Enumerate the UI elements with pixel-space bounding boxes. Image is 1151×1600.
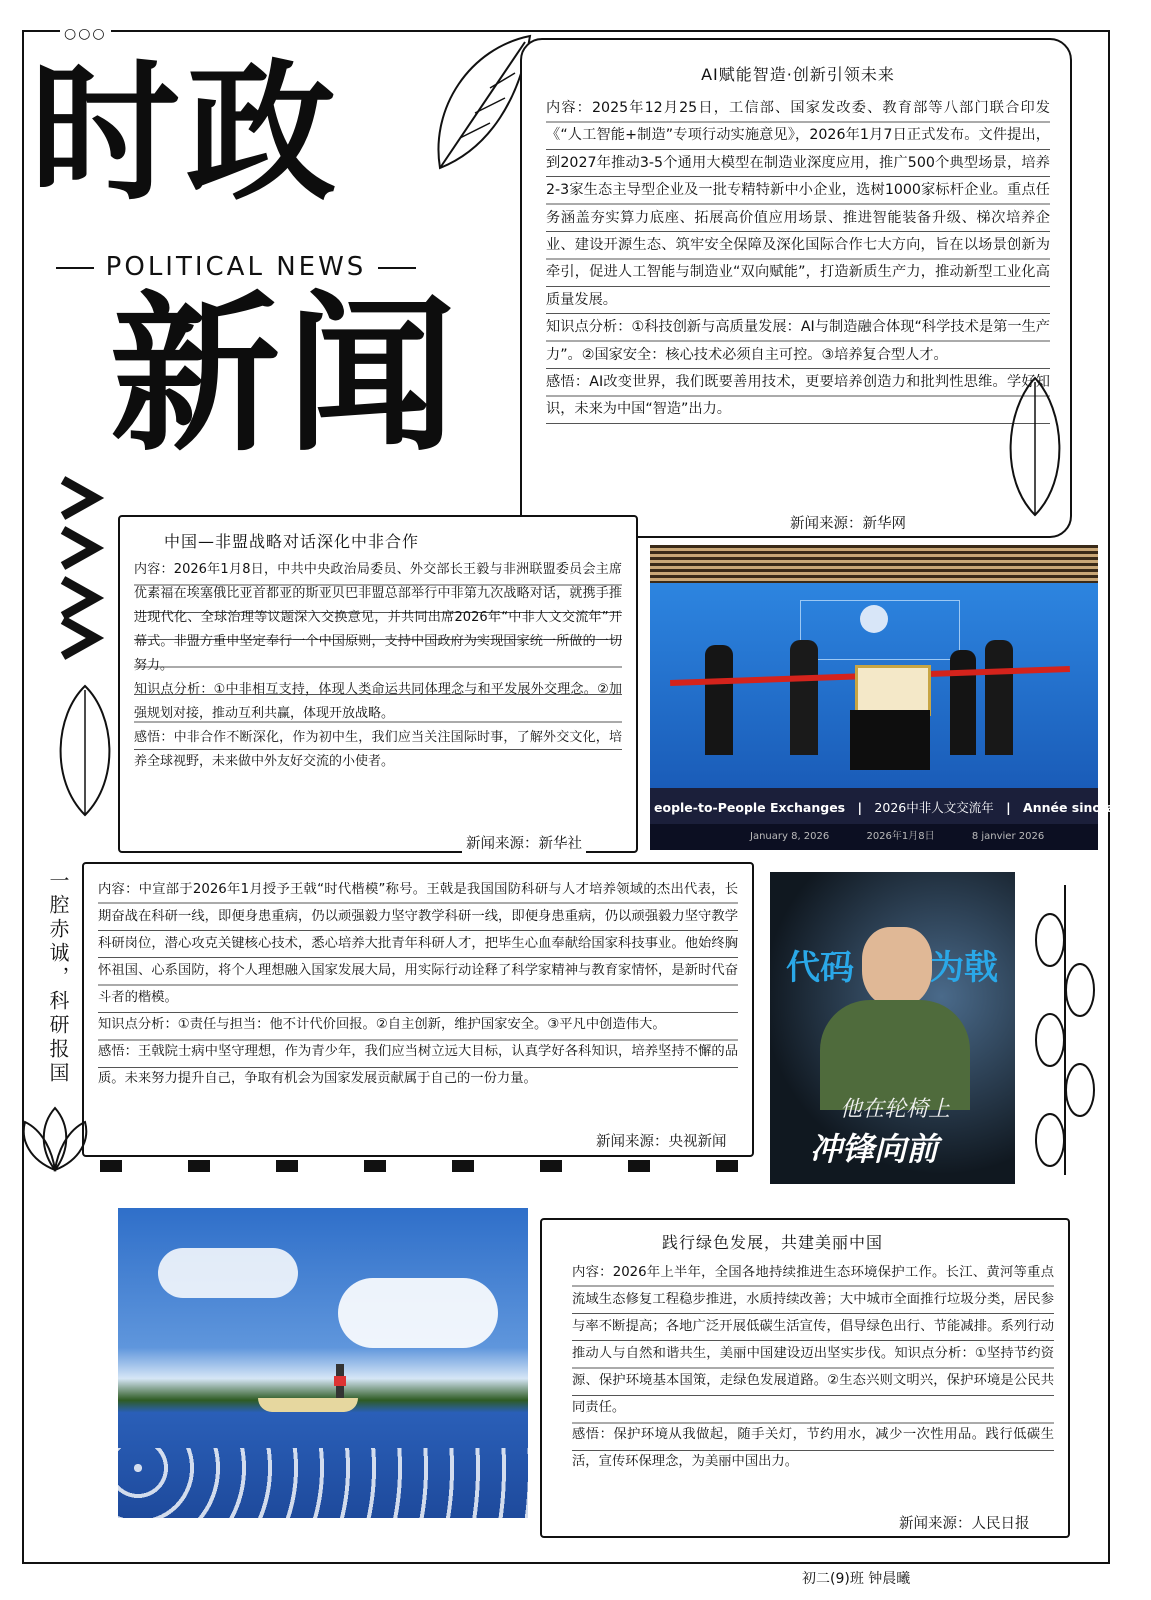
article-ai-reflection: 感悟：AI改变世界，我们既要善用技术，更要培养创造力和批判性思维。学好知识，未来为中国“智造”出力。 [546, 374, 1050, 418]
summit-banner-fr: Année sino-africai [1023, 800, 1151, 815]
portrait-text-right: 为戟 [930, 948, 998, 988]
article-africa-reflection: 感悟：中非合作不断深化，作为初中生，我们应当关注国际时事，了解外交文化，培养全球视野，未来做中外友好交流的小使者。 [134, 730, 622, 769]
article-ai-content: 内容：2025年12月25日，工信部、国家发改委、教育部等八部门联合印发《“人工智能+制造”专项行动实施意见》，2026年1月7日正式发布。文件提出，到2027年推动3-5个通用大模型在制造业深度应用，推广500个典型场景，培养2-3家生态主导型企业及一批专精特新中小企业，选树1000家标杆企业。重点任务涵盖夯实算力底座、拓展高价值应用场景、推进智能装备升级、梯次培养企业、建设开源生态、筑牢安全保障及深化国际合作七大方向，旨在以场景创新为牵引，促进人工智能与制造业“双向赋能”，打造新质生产力，推动新型工业化高质量发展。 [546, 100, 1050, 308]
article-wangji-analysis: 知识点分析：①责任与担当：他不计代价回报。②自主创新，维护国家安全。③平凡中创造伟大。 [98, 1017, 666, 1032]
portrait-caption-big: 冲锋向前 [810, 1130, 939, 1168]
article-wangji-card [82, 862, 754, 1157]
article-green-content: 内容：2026年上半年，全国各地持续推进生态环境保护工作。长江、黄河等重点流域生态修复工程稳步推进，水质持续改善；大中城市全面推行垃圾分类，居民参与率不断提高；各地广泛开展低碳生活宣传，倡导绿色出行、节能减排。系列行动推动人与自然和谐共生，美丽中国建设迈出坚实步伐。知识点分析：①坚持节约资源、保护环境基本国策，走绿色发展道路。②生态兴则文明兴，保护环境是公民共同责任。 [572, 1265, 1054, 1415]
article-ai-title: AI赋能智造·创新引领未来 [701, 65, 895, 84]
article-wangji-reflection: 感悟：王戟院士病中坚守理想，作为青少年，我们应当树立远大目标，认真学好各科知识，培养坚持不懈的品质。未来努力提升自己，争取有机会为国家发展贡献属于自己的一份力量。 [98, 1044, 738, 1086]
article-africa-analysis: 知识点分析：①中非相互支持，体现人类命运共同体理念与和平发展外交理念。②加强规划对接，推动互利共赢，体现开放战略。 [134, 682, 622, 721]
portrait-caption-small: 他在轮椅上 [840, 1097, 951, 1122]
chevron-decoration [55, 470, 115, 660]
masthead-subtitle-text: POLITICAL NEWS [105, 252, 367, 282]
leaf-icon [980, 370, 1090, 520]
article-wangji-source: 新闻来源：央视新闻 [592, 1130, 731, 1151]
article-green-card [540, 1218, 1070, 1538]
summit-date-en: January 8, 2026 [750, 831, 830, 842]
leaf-icon [1030, 880, 1100, 1180]
portrait-photo [770, 872, 1015, 1184]
article-africa-content: 内容：2026年1月8日，中共中央政治局委员、外交部长王毅与非洲联盟委员会主席优素福在埃塞俄比亚首都亚的斯亚贝巴非盟总部举行中非第九次战略对话，就携手推进现代化、全球治理等议题深入交换意见，并共同出席2026年“中非人文交流年”开幕式。非盟方重申坚定奉行一个中国原则，支持中国政府为实现国家统一所做的一切努力。 [134, 562, 622, 673]
article-ai-analysis: 知识点分析：①科技创新与高质量发展：AI与制造融合体现“科学技术是第一生产力”。②国家安全：核心技术必须自主可控。③培养复合型人才。 [546, 319, 1050, 363]
lotus-icon [10, 1100, 100, 1180]
article-ai-source: 新闻来源：新华网 [790, 516, 906, 532]
article-green-source: 新闻来源：人民日报 [895, 1512, 1034, 1533]
article-wangji-content: 内容：中宣部于2026年1月授予王戟“时代楷模”称号。王戟是我国国防科研与人才培养领域的杰出代表，长期奋战在科研一线，即便身患重病，仍以顽强毅力坚守教学科研一线，即便身患重病，仍以顽强毅力坚守教学科研岗位，潜心攻克关键核心技术，悉心培养大批青年科研人才，把毕生心血奉献给国家科技事业。他始终胸怀祖国、心系国防，将个人理想融入国家发展大局，用实际行动诠释了科学家精神与教育家情怀，是新时代奋斗者的楷模。 [98, 882, 738, 1005]
summit-banner-cn: 2026中非人文交流年 [874, 800, 994, 815]
article-green-reflection: 感悟：保护环境从我做起，随手关灯，节约用水，减少一次性用品。践行低碳生活，宣传环保理念，为美丽中国出力。 [572, 1427, 1054, 1469]
article-africa-source: 新闻来源：新华社 [462, 832, 586, 853]
portrait-text-left: 代码 [786, 948, 854, 988]
leaf-icon [40, 680, 130, 820]
summit-banner-en: eople-to-People Exchanges [654, 800, 846, 815]
dash-divider [100, 1160, 740, 1172]
footer-signature: 初二(9)班 钟晨曦 [802, 1571, 911, 1587]
article-wangji-side-label: 一腔赤诚，科研报国 [46, 870, 70, 1086]
corner-dots: ○○○ [60, 26, 111, 42]
summit-date-fr: 8 janvier 2026 [971, 831, 1045, 842]
masthead-title-line2: 新闻 [110, 275, 463, 475]
summit-date-cn: 2026年1月8日 [866, 831, 935, 842]
masthead-title-line1: 时政 [30, 45, 343, 221]
lake-photo [118, 1208, 528, 1518]
article-africa-title: 中国—非盟战略对话深化中非合作 [164, 532, 420, 551]
summit-photo: eople-to-People Exchanges | 2026中非人文交流年 | Année sino-africai January 8, 2026 2026年1月8日 8 janvier 2026 [650, 545, 1098, 850]
article-africa-card [118, 515, 638, 853]
article-green-title: 践行绿色发展，共建美丽中国 [662, 1233, 884, 1252]
